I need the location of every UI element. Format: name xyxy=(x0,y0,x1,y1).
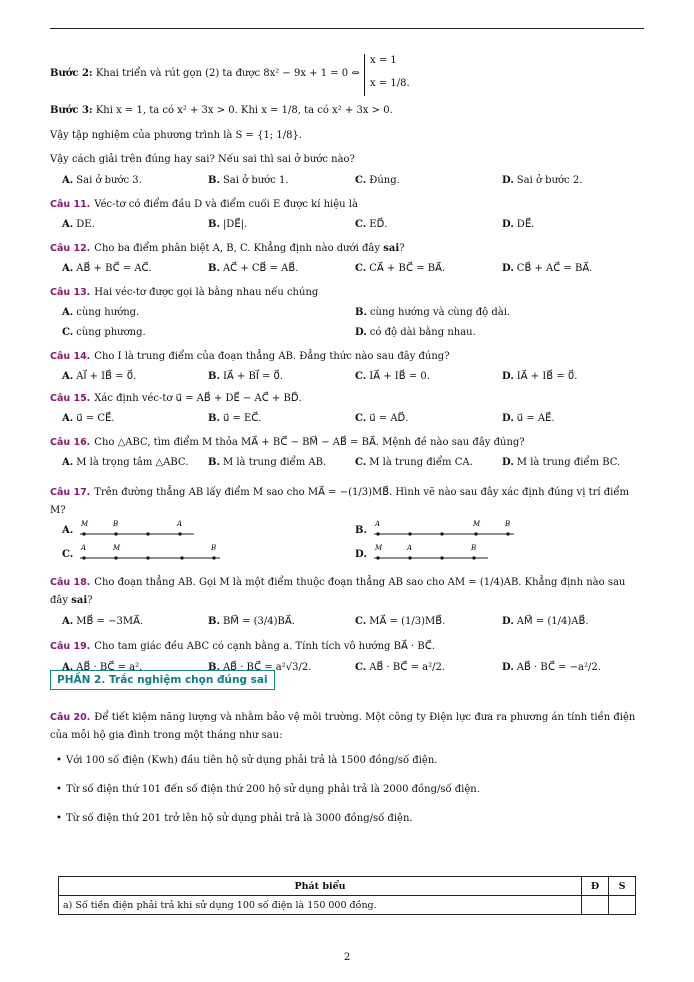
q12-stem: Câu 12. Cho ba điểm phân biệt A, B, C. Khẳng định nào dưới đây sai? xyxy=(50,243,405,254)
true-cell[interactable] xyxy=(582,896,609,915)
q12-option-b[interactable]: B. AC⃗ + CB⃗ = AB⃗. xyxy=(208,263,299,274)
q13-stem: Câu 13. Hai véc-tơ được gọi là bằng nhau nếu chúng xyxy=(50,287,319,298)
statement-a: a) Số tiền điện phải trả khi sử dụng 100 số điện là 150 000 đồng. xyxy=(59,896,582,915)
header-rule xyxy=(50,28,644,29)
q14-option-a[interactable]: A. AI⃗ + IB⃗ = 0⃗. xyxy=(62,371,137,382)
root-1: x = 1 xyxy=(370,55,397,66)
q18-stem: Câu 18. Cho đoạn thẳng AB. Gọi M là một điểm thuộc đoạn thẳng AB sao cho AM = (1/4)AB. Khẳng định nào sau xyxy=(50,577,626,588)
q11-option-d[interactable]: D. DE⃗. xyxy=(502,219,535,230)
q11-option-c[interactable]: C. ED⃗. xyxy=(355,219,388,230)
q12-option-c[interactable]: C. CA⃗ + BC⃗ = BA⃗. xyxy=(355,263,446,274)
q13-option-c[interactable]: C. cùng phương. xyxy=(62,327,146,338)
fig-b-label-2: M xyxy=(473,520,481,528)
q15-option-c[interactable]: C. u⃗ = AD⃗. xyxy=(355,413,409,424)
q12-option-a[interactable]: A. AB⃗ + BC⃗ = AC⃗. xyxy=(62,263,152,274)
fig-a-label-1: M xyxy=(81,520,89,528)
point-1 xyxy=(82,532,85,535)
q10-option-d[interactable]: D. Sai ở bước 2. xyxy=(502,175,583,186)
q14-stem: Câu 14. Cho I là trung điểm của đoạn thẳng AB. Đẳng thức nào sau đây đúng? xyxy=(50,351,450,362)
false-cell[interactable] xyxy=(609,896,636,915)
q19-option-c[interactable]: C. AB⃗ · BC⃗ = a²/2. xyxy=(355,662,446,673)
fig-b-label-1: A xyxy=(375,520,381,528)
fig-c-label-1: A xyxy=(81,544,87,552)
q19-option-a[interactable]: A. AB⃗ · BC⃗ = a². xyxy=(62,662,143,673)
q13-option-d[interactable]: D. có độ dài bằng nhau. xyxy=(355,327,476,338)
bullet-item: • Từ số điện thứ 201 trở lên hộ sử dụng phải trả là 3000 đồng/số điện. xyxy=(66,813,413,824)
q14-option-c[interactable]: C. IA⃗ + IB⃗ = 0. xyxy=(355,371,430,382)
fig-d-label-2: A xyxy=(407,544,413,552)
step2-line: Bước 2: Khai triển và rút gọn (2) ta được 8x² − 9x + 1 = 0 ⇔ xyxy=(50,68,360,79)
header-statement: Phát biểu xyxy=(59,877,582,896)
table-header-row xyxy=(59,877,636,896)
q17-figure-b xyxy=(372,518,522,540)
q17-option-b[interactable]: B. xyxy=(355,525,367,536)
q15-option-b[interactable]: B. u⃗ = EC⃗. xyxy=(208,413,262,424)
q10-option-a[interactable]: A. Sai ở bước 3. xyxy=(62,175,142,186)
q11-stem: Câu 11. Véc-tơ có điểm đầu D và điểm cuối E được kí hiệu là xyxy=(50,199,358,210)
q11-option-b[interactable]: B. |DE⃗|. xyxy=(208,219,248,230)
fig-b-label-3: B xyxy=(505,520,511,528)
q16-option-a[interactable]: A. M là trọng tâm △ABC. xyxy=(62,457,189,468)
fig-a-label-2: B xyxy=(113,520,119,528)
q18-option-d[interactable]: D. AM⃗ = (1/4)AB⃗. xyxy=(502,616,589,627)
q20-stem: Câu 20. Để tiết kiệm năng lượng và nhằm bảo vệ môi trường. Một công ty Điện lực đưa ra phương án tính tiền điện xyxy=(50,712,636,723)
q13-option-a[interactable]: A. cùng hướng. xyxy=(62,307,140,318)
q19-option-b[interactable]: B. AB⃗ · BC⃗ = a²√3/2. xyxy=(208,662,312,673)
bullet-item: • Từ số điện thứ 101 đến số điện thứ 200 hộ sử dụng phải trả là 2000 đồng/số điện. xyxy=(66,784,480,795)
q17-figure-c xyxy=(78,542,228,564)
section-heading: PHẦN 2. Trắc nghiệm chọn đúng sai xyxy=(50,670,275,690)
q18-stem-cont: đây sai? xyxy=(50,595,93,606)
q15-option-a[interactable]: A. u⃗ = CE⃗. xyxy=(62,413,115,424)
q18-option-c[interactable]: C. MA⃗ = (1/3)MB⃗. xyxy=(355,616,446,627)
fig-d-label-3: B xyxy=(471,544,477,552)
q16-stem: Câu 16. Cho △ABC, tìm điểm M thỏa MA⃗ + BC⃗ − BM⃗ − AB⃗ = BA⃗. Mệnh đề nào sau đây đúng? xyxy=(50,437,525,448)
q17-figure-a xyxy=(78,518,202,540)
solution-set-line: Vậy tập nghiệm của phương trình là S = {1; 1/8}. xyxy=(50,130,303,141)
bullet-item: • Với 100 số điện (Kwh) đầu tiên hộ sử dụng phải trả là 1500 đồng/số điện. xyxy=(66,755,437,766)
q18-option-a[interactable]: A. MB⃗ = −3MA⃗. xyxy=(62,616,144,627)
q16-option-b[interactable]: B. M là trung điểm AB. xyxy=(208,457,327,468)
q16-option-c[interactable]: C. M là trung điểm CA. xyxy=(355,457,473,468)
q16-option-d[interactable]: D. M là trung điểm BC. xyxy=(502,457,621,468)
q10-option-b[interactable]: B. Sai ở bước 1. xyxy=(208,175,289,186)
q18-option-b[interactable]: B. BM⃗ = (3/4)BA⃗. xyxy=(208,616,295,627)
root-2: x = 1/8. xyxy=(370,78,410,89)
q17-stem: Câu 17. Trên đường thẳng AB lấy điểm M sao cho MA⃗ = −(1/3)MB⃗. Hình vẽ nào sau đây xác định đúng vị trí điểm xyxy=(50,487,629,498)
page-number: 2 xyxy=(343,952,351,963)
fig-c-label-2: M xyxy=(113,544,121,552)
fig-d-label-1: M xyxy=(375,544,383,552)
q10-option-c[interactable]: C. Đúng. xyxy=(355,175,400,186)
q17-option-a[interactable]: A. xyxy=(62,525,74,536)
q11-option-a[interactable]: A. DE. xyxy=(62,219,95,230)
q19-option-d[interactable]: D. AB⃗ · BC⃗ = −a²/2. xyxy=(502,662,601,673)
header-false: S xyxy=(609,877,636,896)
fig-c-label-3: B xyxy=(211,544,217,552)
q17-stem-cont: M? xyxy=(50,505,66,516)
q17-option-c[interactable]: C. xyxy=(62,549,74,560)
q15-option-d[interactable]: D. u⃗ = AE⃗. xyxy=(502,413,555,424)
question-line: Vậy cách giải trên đúng hay sai? Nếu sai thì sai ở bước nào? xyxy=(50,154,355,165)
fig-a-label-3: A xyxy=(177,520,183,528)
q20-stem-cont: của mỗi hộ gia đình trong một tháng như sau: xyxy=(50,730,283,741)
system-brace xyxy=(364,54,365,96)
q17-option-d[interactable]: D. xyxy=(355,549,367,560)
q14-option-b[interactable]: B. IA⃗ + BI⃗ = 0⃗. xyxy=(208,371,284,382)
q13-option-b[interactable]: B. cùng hướng và cùng độ dài. xyxy=(355,307,511,318)
step3-line: Bước 3: Khi x = 1, ta có x² + 3x > 0. Khi x = 1/8, ta có x² + 3x > 0. xyxy=(50,105,393,116)
q12-option-d[interactable]: D. CB⃗ + AC⃗ = BA⃗. xyxy=(502,263,593,274)
q17-figure-d xyxy=(372,542,496,564)
table-row xyxy=(59,896,636,915)
q19-stem: Câu 19. Cho tam giác đều ABC có cạnh bằng a. Tính tích vô hướng BA⃗ · BC⃗. xyxy=(50,641,436,652)
statement-table xyxy=(58,876,636,915)
header-true: Đ xyxy=(582,877,609,896)
q14-option-d[interactable]: D. IA⃗ + IB⃗ = 0⃗. xyxy=(502,371,578,382)
q15-stem: Câu 15. Xác định véc-tơ u⃗ = AB⃗ + DE⃗ − AC⃗ + BD⃗. xyxy=(50,393,302,404)
